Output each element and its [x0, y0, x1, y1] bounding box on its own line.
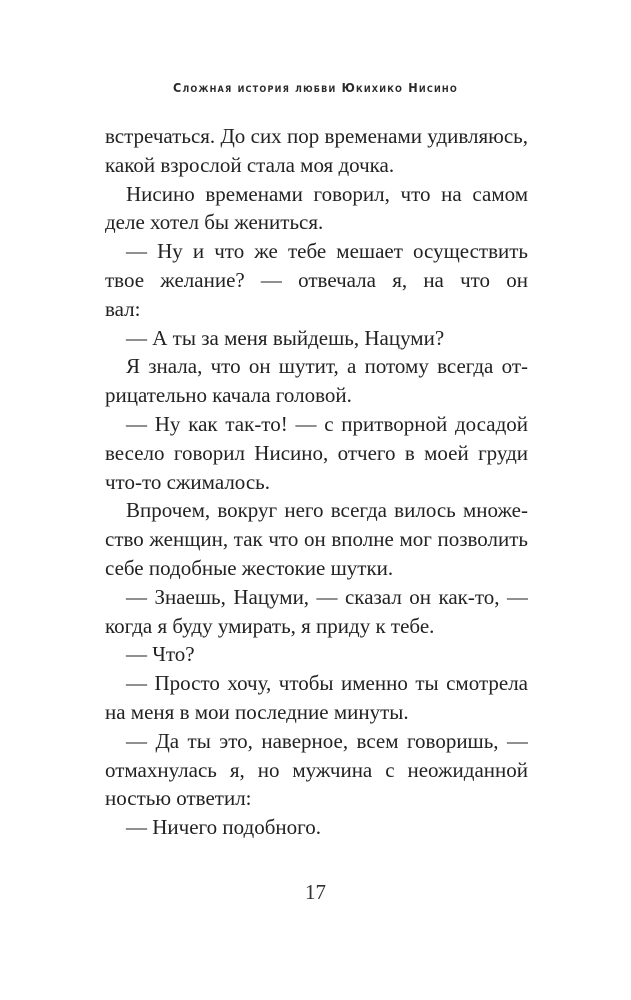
text-line: — Ну и что же тебе мешает осуществить — [126, 239, 528, 264]
text-line: ностью ответил: — [105, 786, 252, 811]
text-line: — Знаешь, Нацуми, — сказал он как-то, — — [126, 584, 528, 609]
text-line: когда я буду умирать, я приду к тебе. — [105, 613, 435, 638]
text-line: вал: — [105, 296, 141, 321]
text-line: какой взрослой стала моя дочка. — [105, 152, 395, 177]
text-line: рицательно качала головой. — [105, 383, 352, 408]
text-line: — Да ты это, наверное, всем говоришь, — — [126, 728, 528, 753]
body-text — [105, 122, 528, 842]
text-line: — Ничего подобного. — [126, 815, 321, 840]
text-line: твое желание? — отвечала я, на что он — [105, 267, 528, 292]
text-line: отмахнулась я, но мужчина с неожиданной — [105, 757, 528, 782]
text-line: — Ну как так-то! — с притворной досадой — [126, 411, 528, 436]
text-line: Нисино временами говорил, что на самом — [126, 181, 528, 206]
text-line: — Что? — [126, 642, 195, 667]
text-line: весело говорил Нисино, отчего в моей груди — [105, 440, 528, 465]
text-line: что-то сжималось. — [105, 469, 270, 494]
text-line: — Просто хочу, чтобы именно ты смотрела — [126, 671, 528, 696]
running-header: Сложная история любви Юкихико Нисино — [173, 80, 458, 95]
text-line: встречаться. До сих пор временами удивляюсь, — [105, 124, 528, 148]
text-line: Я знала, что он шутит, а потому всегда от- — [126, 354, 528, 379]
text-line: ство женщин, так что он вполне мог позволить — [105, 527, 528, 552]
text-line: — А ты за меня выйдешь, Нацуми? — [126, 325, 445, 350]
text-line: Впрочем, вокруг него всегда вилось множе- — [126, 498, 528, 523]
text-line: на меня в мои последние минуты. — [105, 699, 409, 724]
text-line: деле хотел бы жениться. — [105, 210, 324, 235]
text-line: себе подобные жестокие шутки. — [105, 555, 394, 580]
page-number: 17 — [305, 880, 326, 904]
